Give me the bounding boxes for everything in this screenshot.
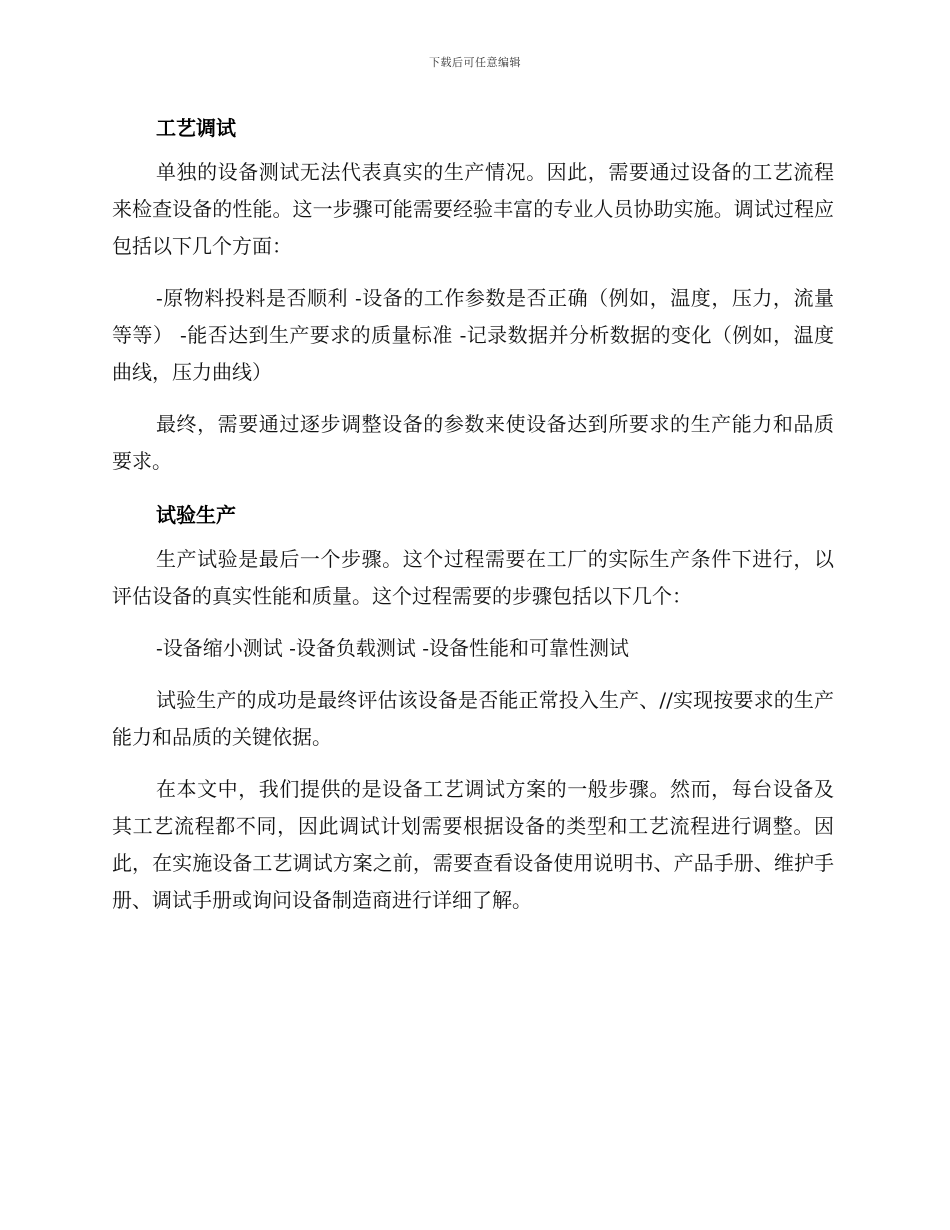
paragraph: 最终，需要通过逐步调整设备的参数来使设备达到所要求的生产能力和品质要求。 [112, 412, 834, 473]
document-body [112, 108, 834, 934]
paragraph: -设备缩小测试 -设备负载测试 -设备性能和可靠性测试 [156, 636, 629, 660]
page-header: 下载后可任意编辑 [429, 56, 521, 69]
paragraph: 单独的设备测试无法代表真实的生产情况。因此，需要通过设备的工艺流程来检查设备的性能。这一步骤可能需要经验丰富的专业人员协助实施。调试过程应包括以下几个方面： [112, 160, 834, 258]
paragraph: 在本文中，我们提供的是设备工艺调试方案的一般步骤。然而，每台设备及其工艺流程都不同，因此调试计划需要根据设备的类型和工艺流程进行调整。因此，在实施设备工艺调试方案之前，需要查看设备使用说明书、产品手册、维护手册、调试手册或询问设备制造商进行详细了解。 [112, 777, 834, 912]
paragraph: 试验生产的成功是最终评估该设备是否能正常投入生产、//实现按要求的生产能力和品质的关键依据。 [112, 688, 834, 749]
section-heading-process-debugging: 工艺调试 [156, 116, 236, 140]
paragraph: -原物料投料是否顺利 -设备的工作参数是否正确（例如，温度，压力，流量等等） -能否达到生产要求的质量标准 -记录数据并分析数据的变化（例如，温度曲线，压力曲线） [112, 286, 834, 384]
paragraph: 生产试验是最后一个步骤。这个过程需要在工厂的实际生产条件下进行，以评估设备的真实性能和质量。这个过程需要的步骤包括以下几个： [112, 547, 834, 608]
section-heading-trial-production: 试验生产 [156, 503, 236, 527]
